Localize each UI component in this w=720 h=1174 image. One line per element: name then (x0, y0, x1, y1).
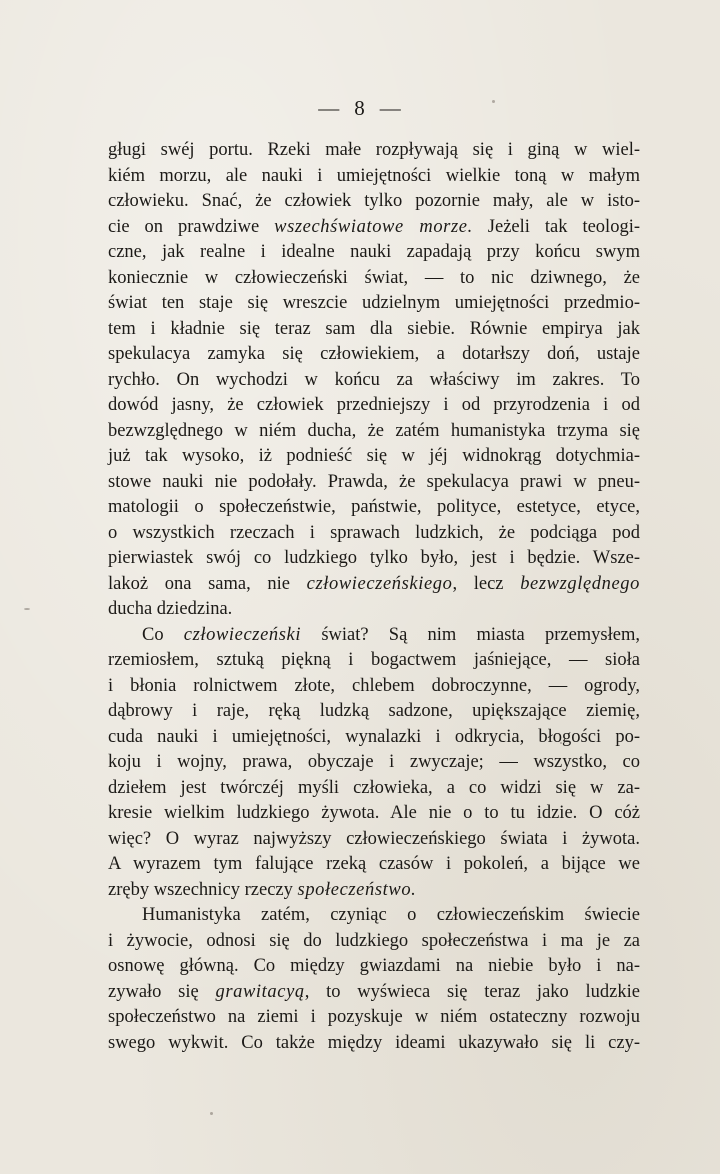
text-line (108, 725, 640, 751)
text-line (108, 750, 640, 776)
text-line (108, 444, 640, 470)
text-line (108, 878, 640, 904)
text-line (108, 419, 640, 445)
italic-phrase: bezwzględnego (520, 573, 640, 594)
text-line (108, 954, 640, 980)
text-line (108, 546, 640, 572)
text-line (108, 801, 640, 827)
text-run: , lecz (452, 573, 521, 594)
text-run: Humanistyka zatém, czyniąc o człowieczeńskim świecie (142, 905, 640, 925)
italic-phrase: grawitacyą (215, 981, 305, 1002)
text-run: i żywocie, odnosi się do ludzkiego społeczeństwa i ma je za (108, 930, 640, 951)
text-run: ducha dziedzina. (108, 599, 233, 619)
text-run: matologii o społeczeństwie, państwie, polityce, estetyce, etyce, (108, 497, 640, 517)
text-line (108, 138, 640, 164)
text-run: człowieku. Snać, że człowiek tylko pozornie mały, ale w isto- (108, 191, 640, 211)
text-run: pierwiastek swój co ludzkiego tylko było, jest i będzie. Wsze- (108, 548, 640, 568)
paper-speck (210, 1112, 213, 1115)
text-line (108, 623, 640, 649)
text-run: świat ten staje się wreszcie udzielnym umiejętności przedmio- (108, 293, 640, 313)
text-line (108, 215, 640, 241)
text-run: Co (142, 624, 184, 645)
text-line (108, 648, 640, 674)
text-line (108, 597, 640, 623)
text-line (108, 929, 640, 955)
text-line (108, 1031, 640, 1057)
text-run: tem i kładnie się teraz sam dla siebie. Równie empirya jak (108, 318, 640, 339)
text-line (108, 980, 640, 1006)
text-run: stowe nauki nie podołały. Prawda, że spekulacya prawi w pneu- (108, 471, 640, 492)
text-run: A wyrazem tym falujące rzeką czasów i pokoleń, a bijące we (108, 854, 640, 874)
text-run: rychło. On wychodzi w końcu za właściwy im zakres. To (108, 369, 640, 390)
text-run: kiém morzu, ale nauki i umiejętności wielkie toną w małym (108, 165, 640, 186)
text-run: lakoż ona sama, nie (108, 573, 307, 594)
text-run: o wszystkich rzeczach i sprawach ludzkich, że podciąga pod (108, 522, 640, 543)
text-line (108, 1005, 640, 1031)
text-run: kresie wielkim ludzkiego żywota. Ale nie o to tu idzie. O cóż (108, 803, 640, 823)
text-run: cie on prawdziwe (108, 216, 275, 237)
text-line (108, 189, 640, 215)
text-run: rzemiosłem, sztuką piękną i bogactwem jaśniejące, — sioła (108, 650, 640, 670)
text-run: społeczeństwo na ziemi i pozyskuje w niém ostateczny rozwoju (108, 1007, 640, 1027)
page-number-header (0, 96, 720, 121)
text-line (108, 368, 640, 394)
text-line (108, 393, 640, 419)
text-line (108, 674, 640, 700)
italic-phrase: wszechświatowe morze. (274, 216, 473, 237)
text-line (108, 164, 640, 190)
text-run: czne, jak realne i idealne nauki zapadają przy końcu swym (108, 242, 640, 262)
text-run: już tak wysoko, iż podnieść się w jéj widnokrąg dotychmia- (108, 446, 640, 466)
text-run: dąbrowy i raje, ręką ludzką sadzone, upiększające ziemię, (108, 701, 640, 721)
paper-speck (560, 742, 562, 744)
text-run: i błonia rolnictwem złote, chlebem dobroczynne, — ogrody, (108, 675, 640, 696)
text-line (108, 903, 640, 929)
text-line (108, 266, 640, 292)
text-run: swego wykwit. Co także między ideami ukazywało się li czy- (108, 1032, 640, 1053)
text-run: koniecznie w człowieczeński świat, — to nic dziwnego, że (108, 267, 640, 288)
text-line (108, 317, 640, 343)
text-line (108, 240, 640, 266)
page-number: 8 (354, 96, 366, 120)
text-run: , to wyświeca się teraz jako ludzkie (304, 981, 640, 1002)
text-line (108, 852, 640, 878)
text-line (108, 291, 640, 317)
text-run: więc? O wyraz najwyższy człowieczeńskiego świata i żywota. (108, 828, 640, 849)
text-run: osnowę główną. Co między gwiazdami na niebie było i na- (108, 956, 640, 976)
text-run: świat? Są nim miasta przemysłem, (301, 624, 640, 645)
text-run: Jeżeli tak teologi- (472, 216, 640, 237)
text-run: spekulacya zamyka się człowiekiem, a dotarłszy doń, ustaje (108, 344, 640, 364)
text-run: bezwzględnego w niém ducha, że zatém humanistyka trzyma się (108, 420, 640, 441)
text-run: zywało się (108, 981, 216, 1002)
text-run: gługi swéj portu. Rzeki małe rozpływają się i giną w wiel- (108, 140, 640, 160)
text-line (108, 495, 640, 521)
italic-phrase: człowieczeńskiego (306, 573, 453, 594)
text-line (108, 699, 640, 725)
text-line (108, 521, 640, 547)
text-run: dziełem jest twórczéj myśli człowieka, a co widzi się w za- (108, 777, 640, 798)
text-run: koju i wojny, prawa, obyczaje i zwyczaje; — wszystko, co (108, 752, 640, 772)
text-line (108, 470, 640, 496)
text-run: cuda nauki i umiejętności, wynalazki i odkrycia, błogości po- (108, 726, 640, 747)
body-text (108, 138, 640, 1056)
page-number-dash-left: — (318, 96, 341, 120)
text-line (108, 572, 640, 598)
text-line (108, 776, 640, 802)
text-run: zręby wszechnicy rzeczy (108, 879, 298, 900)
paper-speck (492, 100, 495, 103)
text-run: dowód jasny, że człowiek przedniejszy i od przyrodzenia i od (108, 395, 640, 415)
italic-phrase: społeczeństwo. (297, 879, 417, 900)
italic-phrase: człowieczeński (183, 624, 302, 645)
page-number-dash-right: — (379, 96, 402, 120)
paper-speck (24, 608, 30, 610)
text-line (108, 827, 640, 853)
text-line (108, 342, 640, 368)
